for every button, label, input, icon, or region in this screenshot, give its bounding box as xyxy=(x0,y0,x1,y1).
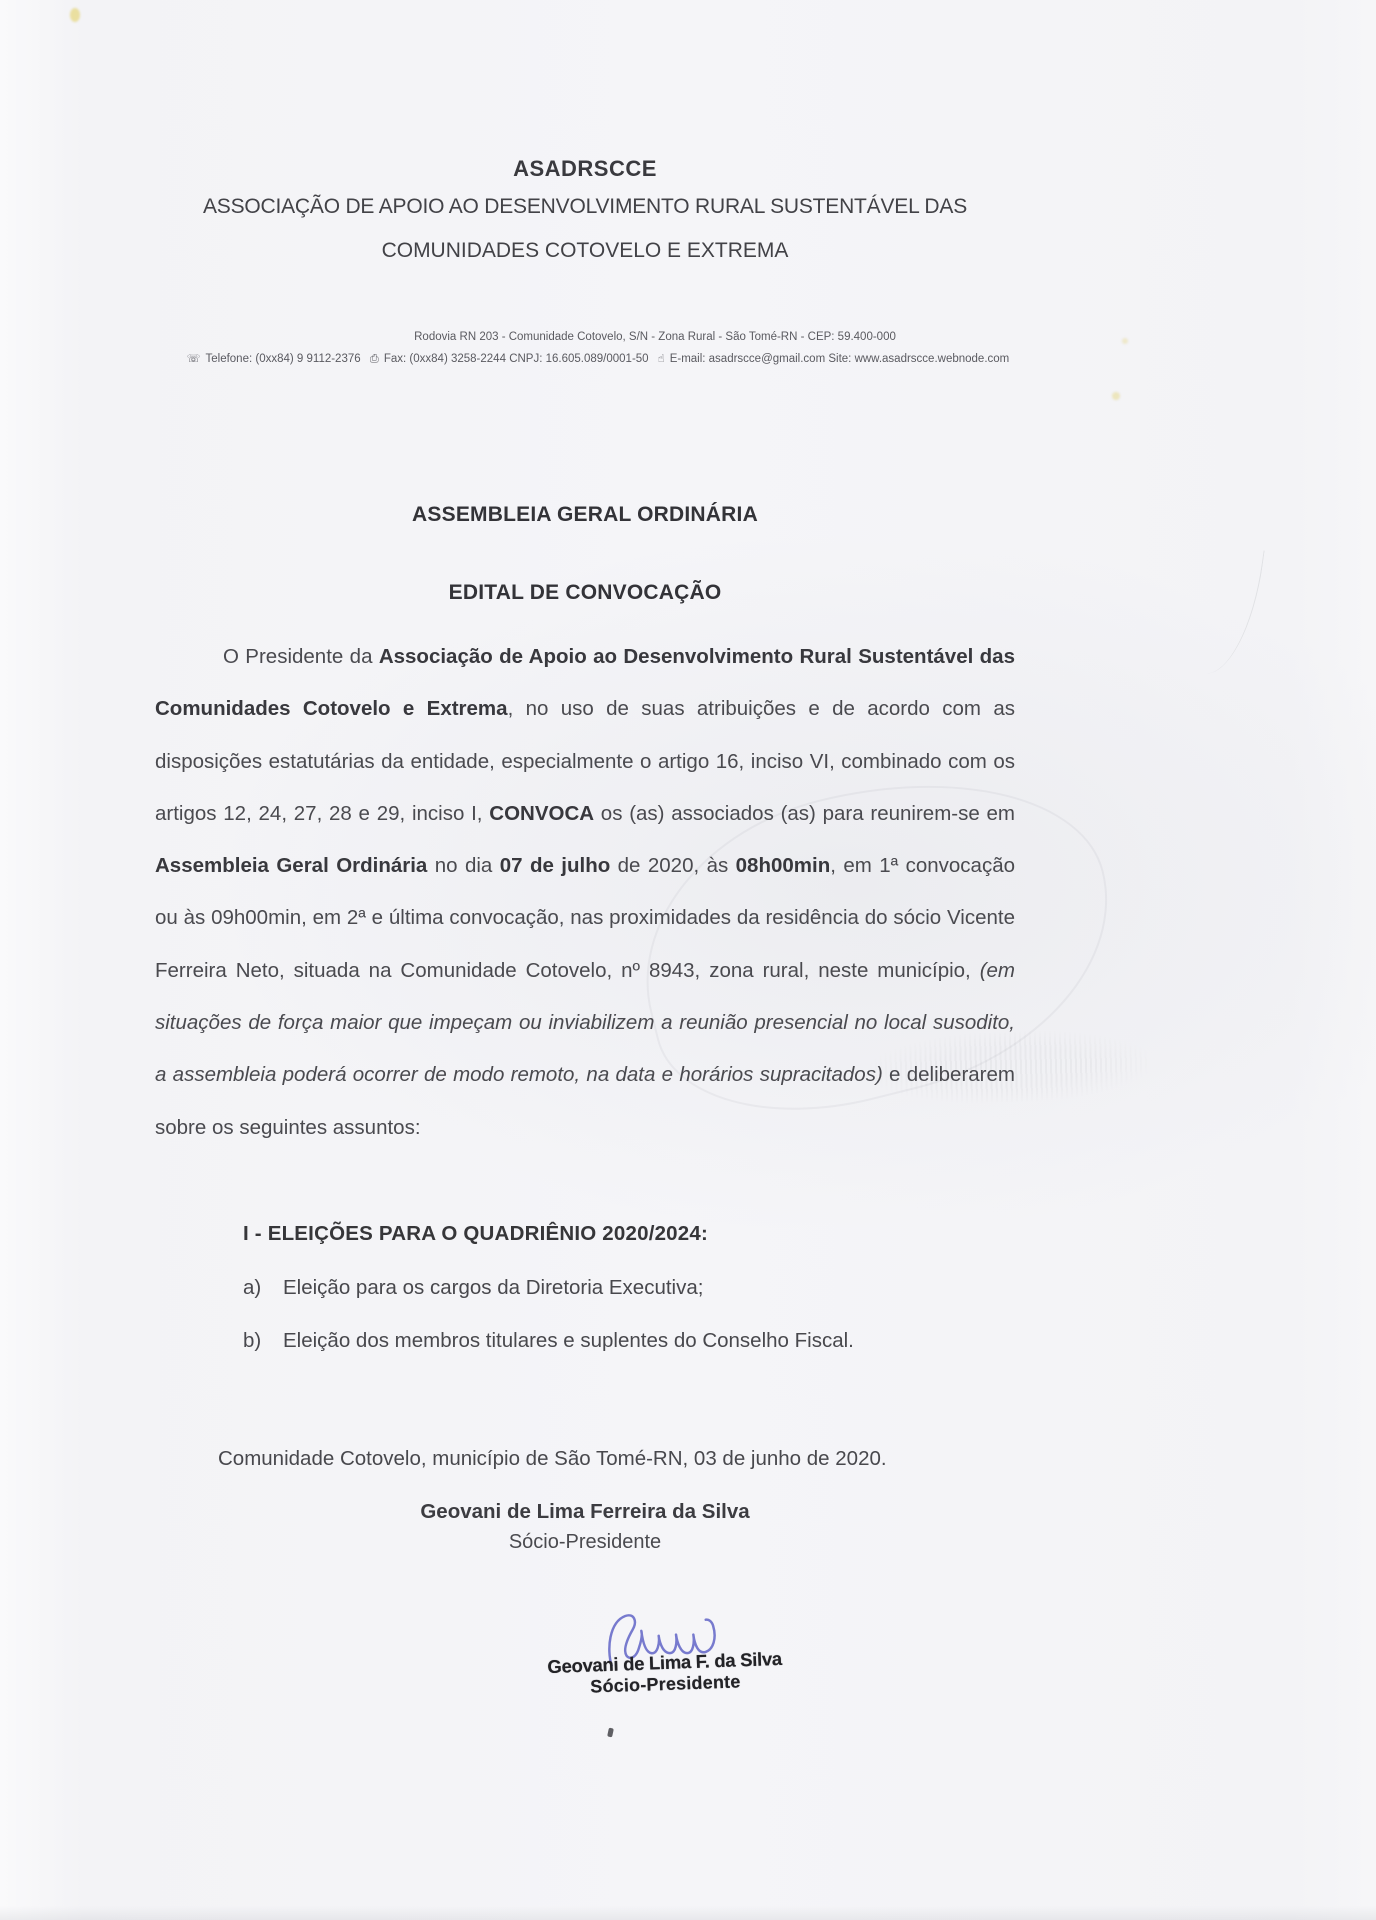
signer-role: Sócio-Presidente xyxy=(508,1531,662,1553)
ink-mark xyxy=(607,1728,614,1738)
stamp-role: Sócio-Presidente xyxy=(589,1671,741,1697)
place-date-line: Comunidade Cotovelo, município de São Tomé-RN, 03 de junho de 2020. xyxy=(218,1447,887,1470)
website-address: Site: www.asadrscce.webnode.com xyxy=(828,353,1010,365)
cnpj-number: CNPJ: 16.605.089/0001-50 xyxy=(509,353,649,365)
phone-icon: ☏ xyxy=(186,353,201,365)
email-address: E-mail: asadrscce@gmail.com xyxy=(669,353,826,365)
paragraph-segment: Assembleia Geral Ordinária xyxy=(155,854,428,878)
paragraph-segment: Associação de Apoio ao Desenvolvimento Rural Sustentável das Comunidades Cotovelo e Extrema xyxy=(155,645,1015,721)
paragraph-segment: , no uso de suas atribuições e de acordo com as disposições estatutárias da entidade, especialmente o artigo 16, inciso VI, combinado com os artigos 12, 24, 27, 28 e 29, inciso I, xyxy=(155,697,1015,825)
document-title: ASSEMBLEIA GERAL ORDINÁRIA xyxy=(412,503,758,526)
scan-speck xyxy=(1112,392,1120,400)
paragraph-segment: , em 1ª convocação ou às 09h00min, em 2ª e última convocação, nas proximidades da residência do sócio Vicente Ferreira Neto, situada na Comunidade Cotovelo, nº 8943, zona rural, neste município, xyxy=(155,854,1016,982)
signer-name: Geovani de Lima Ferreira da Silva xyxy=(420,1500,750,1523)
paragraph-segment: e deliberarem sobre os seguintes assuntos: xyxy=(155,1063,1015,1139)
org-contact-line xyxy=(115,352,1075,366)
paragraph-segment: O Presidente da xyxy=(223,645,379,668)
agenda-item-label: b) xyxy=(243,1329,262,1352)
fax-icon: ⎙ xyxy=(369,353,379,365)
scan-edge-shadow xyxy=(0,1906,1376,1920)
paragraph-segment: 07 de julho xyxy=(499,854,611,878)
org-name-line1: ASSOCIAÇÃO DE APOIO AO DESENVOLVIMENTO RURAL SUSTENTÁVEL DAS xyxy=(202,195,968,218)
document-subtitle: EDITAL DE CONVOCAÇÃO xyxy=(448,581,722,604)
stamp-name: Geovani de Lima F. da Silva xyxy=(547,1647,783,1678)
paragraph-segment: 08h00min xyxy=(735,854,831,878)
paragraph-segment: no dia xyxy=(427,854,500,878)
paragraph-segment: os (as) associados (as) para reunirem-se em xyxy=(594,801,1015,825)
scan-crease xyxy=(1176,541,1264,680)
paragraph-segment: de 2020, às xyxy=(610,854,736,878)
agenda-item-text: Eleição para os cargos da Diretoria Executiva; xyxy=(283,1276,704,1299)
ink-stamp xyxy=(544,1648,785,1699)
fax-number: Fax: (0xx84) 3258-2244 xyxy=(383,353,506,365)
agenda-heading: I - ELEIÇÕES PARA O QUADRIÊNIO 2020/2024: xyxy=(243,1222,709,1245)
agenda-item xyxy=(243,1276,703,1300)
agenda-item xyxy=(243,1329,854,1353)
org-name-line2: COMUNIDADES COTOVELO E EXTREMA xyxy=(381,239,789,262)
phone-number: Telefone: (0xx84) 9 9112-2376 xyxy=(205,353,361,365)
scan-speck xyxy=(1122,338,1128,344)
org-address: Rodovia RN 203 - Comunidade Cotovelo, S/N - Zona Rural - São Tomé-RN - CEP: 59.400-000 xyxy=(414,331,896,343)
pointing-hand-icon: ☝ xyxy=(657,353,665,365)
agenda-item-label: a) xyxy=(243,1276,262,1299)
convocation-paragraph xyxy=(155,631,1015,1154)
paragraph-segment: CONVOCA xyxy=(489,801,595,825)
scan-speck xyxy=(70,8,80,22)
agenda-item-text: Eleição dos membros titulares e suplentes do Conselho Fiscal. xyxy=(283,1329,854,1352)
paragraph-segment: (em situações de força maior que impeçam ou inviabilizem a reunião presencial no local susodito, a assembleia poderá ocorrer de modo remoto, na data e horários supracitados) xyxy=(155,958,1015,1087)
org-abbreviation: ASADRSCCE xyxy=(513,156,657,181)
